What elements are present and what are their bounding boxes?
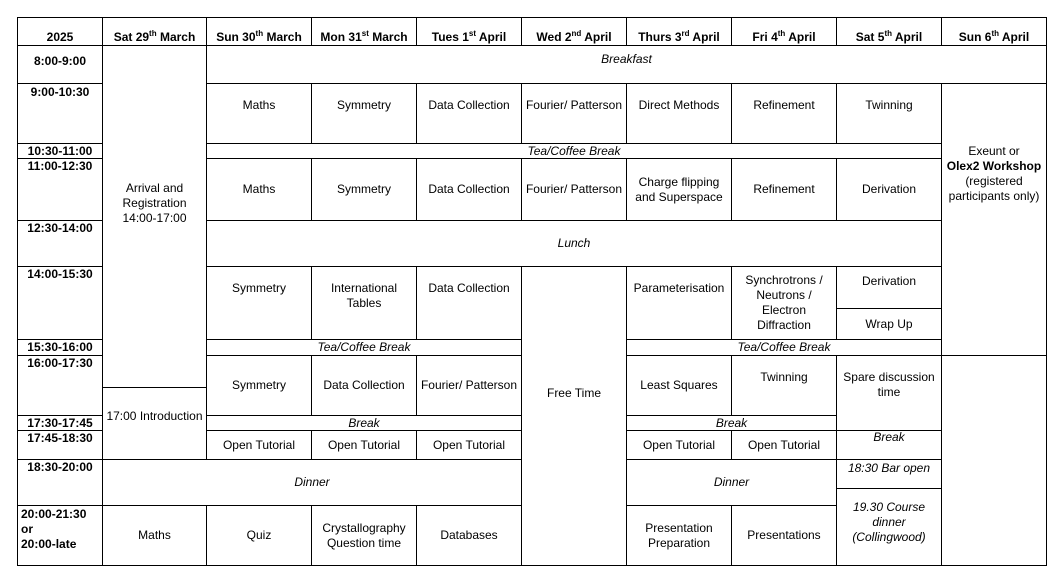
event-text: Twinning: [865, 98, 913, 112]
time-slot: [17, 83, 103, 144]
time-text: 17:30-17:45: [27, 416, 93, 430]
event-text: Fourier/ Patterson: [525, 182, 623, 196]
tue1-databases: [416, 505, 522, 566]
sat5-course-dinner: [836, 488, 942, 566]
event-text: Crystallography Question time: [322, 520, 406, 550]
day-header-text: [959, 30, 1029, 45]
event-text: Parameterisation: [633, 281, 725, 295]
ordinal-suffix: th: [884, 29, 892, 38]
day-name: Wed 2: [536, 30, 572, 44]
event-text: Databases: [440, 528, 498, 542]
event-text: Wrap Up: [865, 316, 913, 331]
day-header-text: [432, 30, 506, 45]
day-header-sun30: [206, 17, 312, 46]
sat29-introduction: [102, 387, 207, 460]
day-header-sat5: [836, 17, 942, 46]
day-name: Sun 6: [958, 30, 992, 44]
day-header-text: [536, 30, 611, 45]
sun30-open-tutorial: [206, 430, 312, 460]
month-name: March: [368, 30, 408, 44]
mon31-session-1: [311, 83, 417, 144]
tue1-session-2: [416, 158, 522, 221]
day-header-tue1: [416, 17, 522, 46]
tea-break-morning: [206, 143, 942, 159]
time-slot: [17, 143, 103, 159]
day-header-text: [320, 30, 407, 45]
event-text: 19.30 Course dinner (Collingwood): [852, 499, 926, 544]
month-name: April: [999, 30, 1030, 44]
tue1-session-4: [416, 355, 522, 416]
event-text: Open Tutorial: [327, 437, 401, 452]
event-text: 17:00 Introduction: [106, 408, 203, 423]
sun30-session-3: [206, 266, 312, 340]
breakfast-band: [206, 45, 1047, 84]
event-text: Maths: [242, 98, 276, 112]
thu3-session-3: [626, 266, 732, 340]
time-text: 10:30-11:00: [27, 144, 93, 158]
day-name: Sat 29: [113, 30, 150, 44]
tue1-session-3: [416, 266, 522, 340]
sun30-session-1: [206, 83, 312, 144]
time-text: 18:30-20:00: [27, 460, 93, 474]
sun30-session-4: [206, 355, 312, 416]
tue1-open-tutorial: [416, 430, 522, 460]
time-slot: [17, 505, 103, 566]
day-header-thu3: [626, 17, 732, 46]
event-text: Breakfast: [601, 52, 652, 66]
day-name: Tues 1: [431, 30, 469, 44]
event-text: International Tables: [330, 281, 398, 310]
event-text: 18:30 Bar open: [847, 460, 931, 475]
tea-break-afternoon-b: [626, 339, 942, 356]
time-text: 8:00-9:00: [33, 54, 87, 68]
event-text: Open Tutorial: [432, 437, 506, 452]
event-text: Symmetry: [337, 182, 391, 196]
event-text: Fourier/ Patterson: [525, 98, 623, 112]
event-text: Tea/Coffee Break: [317, 340, 411, 354]
mon31-session-4: [311, 355, 417, 416]
sat5-session-2: [836, 158, 942, 221]
sat5-spare-discussion: [836, 355, 942, 431]
day-header-text: [638, 30, 720, 45]
event-text: Maths: [138, 528, 171, 542]
fri4-session-3: [731, 266, 837, 340]
event-text: Fourier/ Patterson: [420, 378, 518, 392]
fri4-session-1: [731, 83, 837, 144]
event-text: Exeunt or: [968, 144, 1020, 158]
event-text: Twinning: [760, 370, 808, 384]
ordinal-suffix: th: [777, 29, 786, 38]
event-text: Symmetry: [232, 378, 286, 392]
time-slot: [17, 339, 103, 356]
day-header-fri4: [731, 17, 837, 46]
ordinal-suffix: th: [255, 29, 264, 38]
event-text: Refinement: [753, 98, 815, 112]
day-header-wed2: [521, 17, 627, 46]
wed2-session-2: [521, 158, 627, 221]
event-text: Data Collection: [428, 182, 510, 196]
event-text: Free Time: [546, 385, 601, 400]
lunch-band: [206, 220, 942, 267]
event-text: Symmetry: [232, 281, 286, 295]
event-text: Refinement: [753, 182, 815, 196]
event-text: Dinner: [294, 475, 330, 489]
day-header-sat29: [102, 17, 207, 46]
event-text: Open Tutorial: [222, 437, 296, 452]
day-header-text: [216, 30, 302, 45]
event-text: Tea/Coffee Break: [527, 143, 621, 158]
event-text: (registered participants only): [948, 174, 1040, 203]
time-text: 16:00-17:30: [27, 356, 93, 370]
time-text: 11:00-12:30: [27, 159, 93, 173]
month-name: April: [892, 30, 923, 44]
event-text: Lunch: [557, 236, 591, 250]
time-slot: [17, 45, 103, 84]
event-text: Maths: [242, 182, 276, 196]
time-text: 17:45-18:30: [27, 431, 93, 445]
tue1-session-1: [416, 83, 522, 144]
wed2-session-1: [521, 83, 627, 144]
day-name: Thurs 3: [638, 30, 682, 44]
time-text: 14:00-15:30: [27, 267, 93, 281]
time-text: 15:30-16:00: [27, 340, 93, 354]
sat5-break: [836, 430, 942, 460]
fri4-presentations: [731, 505, 837, 566]
thu3-session-2: [626, 158, 732, 221]
break-band-b: [626, 415, 837, 431]
event-text: Presentations: [747, 528, 821, 542]
event-text: Charge flipping and Superspace: [635, 174, 723, 204]
day-name: Sat 5: [855, 30, 885, 44]
sun30-quiz: [206, 505, 312, 566]
thu3-presentation-prep: [626, 505, 732, 566]
time-text: or: [21, 522, 33, 536]
event-text: Quiz: [246, 528, 272, 542]
event-text: Symmetry: [337, 98, 391, 112]
mon31-session-2: [311, 158, 417, 221]
event-text: Data Collection: [428, 281, 510, 295]
time-slot: [17, 430, 103, 460]
time-text: 12:30-14:00: [27, 221, 93, 235]
time-slot: [17, 415, 103, 431]
day-header-mon31: [311, 17, 417, 46]
time-slot: [17, 459, 103, 506]
mon31-session-3: [311, 266, 417, 340]
fri4-session-2: [731, 158, 837, 221]
time-text: 9:00-10:30: [30, 85, 90, 99]
time-slot: [17, 158, 103, 221]
ordinal-suffix: st: [361, 29, 369, 38]
mon31-question-time: [311, 505, 417, 566]
time-slot: [17, 220, 103, 267]
month-name: March: [263, 30, 302, 44]
day-header-text: [752, 30, 815, 45]
day-name: Mon 31: [320, 30, 362, 44]
sat5-wrap-up: [836, 308, 942, 340]
fri4-open-tutorial: [731, 430, 837, 460]
year-text: 2025: [46, 30, 74, 44]
event-text: Least Squares: [640, 378, 718, 392]
month-name: April: [785, 30, 816, 44]
month-name: April: [689, 30, 720, 44]
wed2-free-time: [521, 266, 627, 566]
month-name: April: [581, 30, 612, 44]
event-text: Arrival and Registration 14:00-17:00: [122, 181, 187, 225]
month-name: March: [156, 30, 196, 44]
time-slot: [17, 266, 103, 340]
sat5-session-3a: [836, 266, 942, 309]
time-text: 20:00-late: [21, 537, 77, 551]
day-header-text: [114, 30, 196, 45]
time-slot: [17, 355, 103, 416]
ordinal-suffix: th: [149, 29, 157, 38]
year-header: [17, 17, 103, 46]
sun30-session-2: [206, 158, 312, 221]
event-text: Derivation: [861, 182, 917, 196]
event-text: Spare discussion time: [843, 369, 935, 399]
thu3-open-tutorial: [626, 430, 732, 460]
event-text: Break: [348, 415, 380, 430]
thu3-session-4: [626, 355, 732, 416]
event-text: Presentation Preparation: [645, 520, 713, 550]
event-text: Break: [873, 430, 905, 444]
event-text: Open Tutorial: [642, 437, 716, 452]
day-name: Sun 30: [216, 30, 256, 44]
event-text: Data Collection: [323, 378, 405, 392]
event-text: Derivation: [861, 273, 917, 288]
sat5-session-1: [836, 83, 942, 144]
sat5-bar-open: [836, 459, 942, 489]
dinner-band-b: [626, 459, 837, 506]
day-header-sun6: [941, 17, 1047, 46]
event-text: Synchrotrons / Neutrons / Electron Diffraction: [745, 273, 823, 332]
thu3-session-1: [626, 83, 732, 144]
sun6-empty: [941, 355, 1047, 566]
ordinal-suffix: rd: [681, 29, 690, 38]
day-header-text: [856, 30, 922, 45]
ordinal-suffix: nd: [571, 29, 582, 38]
fri4-session-4: [731, 355, 837, 416]
event-text: Direct Methods: [638, 98, 720, 112]
event-text: Break: [715, 415, 748, 430]
sat29-maths: [102, 505, 207, 566]
sun6-olex2-workshop: [941, 83, 1047, 356]
event-text: Dinner: [713, 475, 750, 489]
break-band-a: [206, 415, 522, 431]
event-text: Open Tutorial: [747, 437, 821, 452]
dinner-band-a: [102, 459, 522, 506]
ordinal-suffix: th: [991, 29, 999, 38]
time-text: 20:00-21:30: [21, 507, 87, 521]
event-text: Data Collection: [428, 98, 510, 112]
ordinal-suffix: st: [468, 29, 476, 38]
month-name: April: [476, 30, 507, 44]
sat29-arrival: [102, 45, 207, 388]
event-text-bold: Olex2 Workshop: [946, 159, 1042, 173]
event-text: Tea/Coffee Break: [737, 340, 831, 354]
tea-break-afternoon-a: [206, 339, 522, 356]
day-name: Fri 4: [752, 30, 778, 44]
mon31-open-tutorial: [311, 430, 417, 460]
